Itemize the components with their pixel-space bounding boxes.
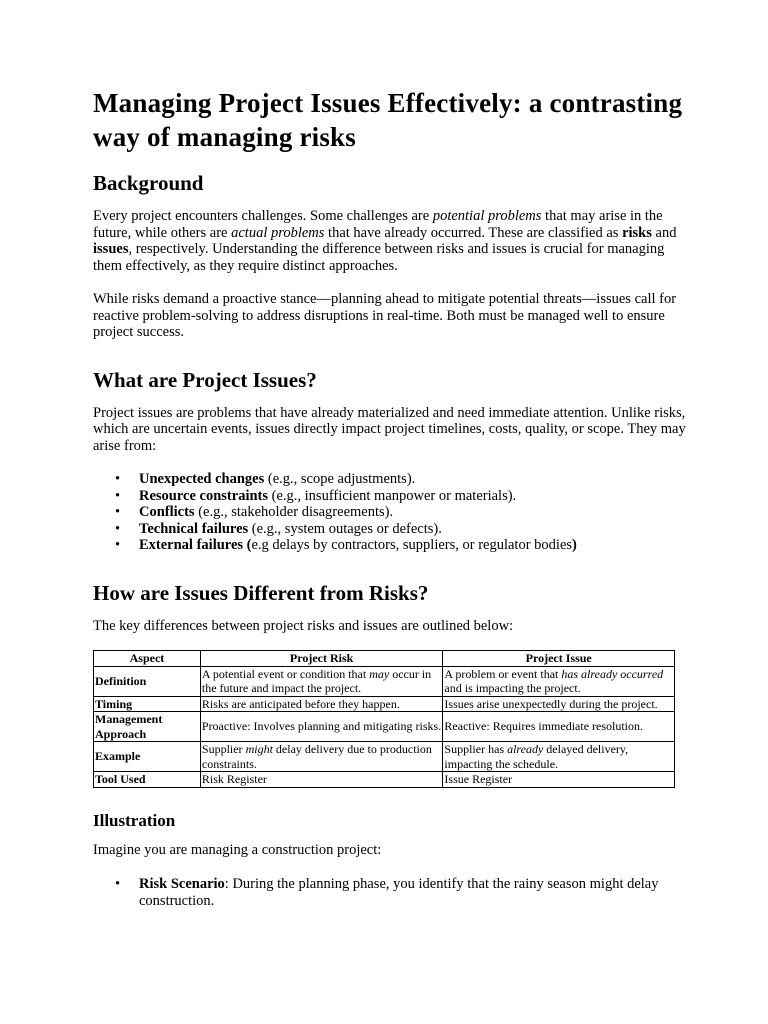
document-page [93,86,693,909]
table-cell-risk: Risks are anticipated before they happen. [200,696,443,712]
bullet-icon: • [115,471,121,487]
bullet-icon: • [115,520,121,537]
table-header-cell: Project Risk [200,651,443,667]
bullet-icon: • [115,504,121,520]
table-cell-aspect: Tool Used [94,772,201,788]
bold-risks: risks [622,224,652,241]
list-item: • Resource constraints (e.g., insufficient manpower or materials). [115,487,517,504]
table-header-row [94,651,675,667]
table-cell-issue: A problem or event that has already occurred and is impacting the project. [443,666,675,696]
background-paragraph-1: Every project encounters challenges. Some challenges are potential problems that may arise in the future, while others are actual problems that have already occurred. These are classified as risks and issues, respectively. Understanding the difference between risks and issues is crucial for managing them effectively, as they require distinct approaches. [93,208,677,274]
differences-intro: The key differences between project risks and issues are outlined below: [93,617,514,634]
list-item: • Technical failures (e.g., system outages or defects). [115,520,442,537]
table-cell-risk: Proactive: Involves planning and mitigating risks. [200,712,443,742]
table-header-cell: Project Issue [443,651,675,667]
table-row [94,696,675,712]
table-header-cell: Aspect [94,651,201,667]
table-row [94,772,675,788]
table-cell-risk: A potential event or condition that may occur in the future and impact the project. [200,666,443,696]
bullet-icon: • [115,876,121,892]
emphasis-potential-problems: potential problems [432,208,542,224]
table-cell-risk: Risk Register [200,772,443,788]
what-are-issues-intro: Project issues are problems that have already materialized and need immediate attention. Unlike risks, which are uncertain events, issues directly impact project timelines, costs, quality, or scope. They may arise from: [93,404,686,454]
table-cell-aspect: Definition [94,666,201,696]
illustration-heading: Illustration [93,810,176,830]
table-cell-issue: Supplier has already delayed delivery, impacting the schedule. [443,742,675,772]
list-item: • Risk Scenario: During the planning phase, you identify that the rainy season might delay construction. [115,876,659,909]
bullet-icon: • [115,537,121,553]
table-cell-aspect: Example [94,742,201,772]
list-item: • Conflicts (e.g., stakeholder disagreements). [115,504,394,520]
table-row [94,742,675,772]
table-cell-issue: Issues arise unexpectedly during the project. [443,696,675,712]
background-paragraph-2: While risks demand a proactive stance—planning ahead to mitigate potential threats—issues call for reactive problem-solving to address disruptions in real-time. Both must be managed well to ensure project success. [93,291,677,340]
emphasis-actual-problems: actual problems [231,224,325,241]
list-item: • External failures (e.g delays by contractors, suppliers, or regulator bodies) [115,537,577,553]
bold-issues: issues [93,241,129,257]
background-heading: Background [93,171,204,195]
list-item: • Unexpected changes (e.g., scope adjustments). [115,471,416,487]
table-cell-issue: Issue Register [443,772,675,788]
what-are-issues-heading: What are Project Issues? [93,367,317,392]
comparison-table [93,650,675,788]
table-cell-risk: Supplier might delay delivery due to production constraints. [200,742,443,772]
table-cell-aspect: Management Approach [94,712,201,742]
issue-sources-list [93,471,693,554]
differences-heading: How are Issues Different from Risks? [93,580,429,605]
bullet-icon: • [115,487,121,504]
table-cell-issue: Reactive: Requires immediate resolution. [443,712,675,742]
table-cell-aspect: Timing [94,696,201,712]
table-row [94,666,675,696]
illustration-list [93,876,693,909]
illustration-intro: Imagine you are managing a construction project: [93,841,382,858]
table-row [94,712,675,742]
page-title: Managing Project Issues Effectively: a contrasting way of managing risks [93,88,683,152]
